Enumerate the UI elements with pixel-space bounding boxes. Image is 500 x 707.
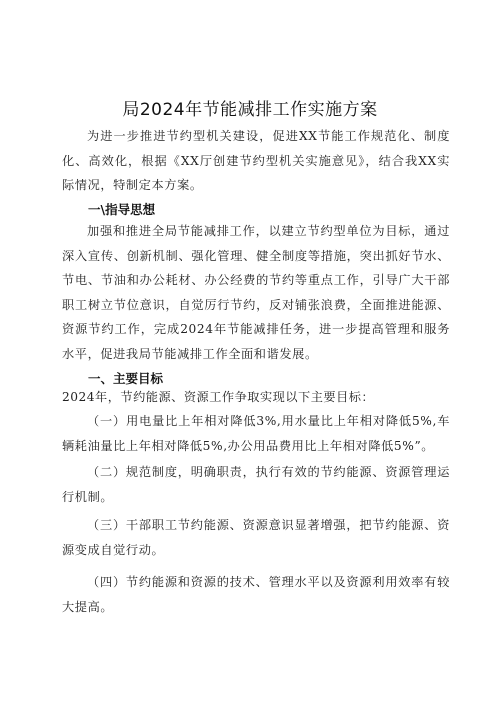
goal-item-3: （三）干部职工节约能源、资源意识显著增强，把节约能源、资源变成自觉行动。 [62,518,450,557]
goal-item-2: （二）规范制度，明确职责，执行有效的节约能源、资源管理运行机制。 [62,465,450,504]
document-title: 局2024年节能减排工作实施方案 [122,100,378,120]
section-heading-main-goals: 一、主要目标 [88,371,164,386]
goal-item-1: （一）用电量比上年相对降低3%,用水量比上年相对降低5%,车辆耗油量比上年相对降低5%,办公用品费用比上年相对降低5%”。 [62,414,450,453]
guiding-ideology-paragraph: 加强和推进全局节能减排工作，以建立节约型单位为目标，通过深入宣传、创新机制、强化管理、健全制度等措施，突出抓好节水、节电、节油和办公耗材、办公经费的节约等重点工作，引导广大干部职工树立节位意识，自觉厉行节约，反对铺张浪费，全面推进能源、资源节约工作，完成2024年节能减排任务，进一步提高管理和服务水平，促进我局节能减排工作全面和谐发展。 [62,224,450,361]
section-heading-guiding-ideology: 一\指导思想 [88,202,156,217]
intro-paragraph: 为进一步推进节约型机关建设，促进XX节能工作规范化、制度化、高效化，根据《XX厅创建节约型机关实施意见》，结合我XX实际情况，特制定本方案。 [62,129,450,192]
goal-item-4: （四）节约能源和资源的技术、管理水平以及资源利用效率有较大提高。 [62,575,450,614]
main-goals-lead: 2024年，节约能源、资源工作争取实现以下主要目标： [62,390,375,404]
